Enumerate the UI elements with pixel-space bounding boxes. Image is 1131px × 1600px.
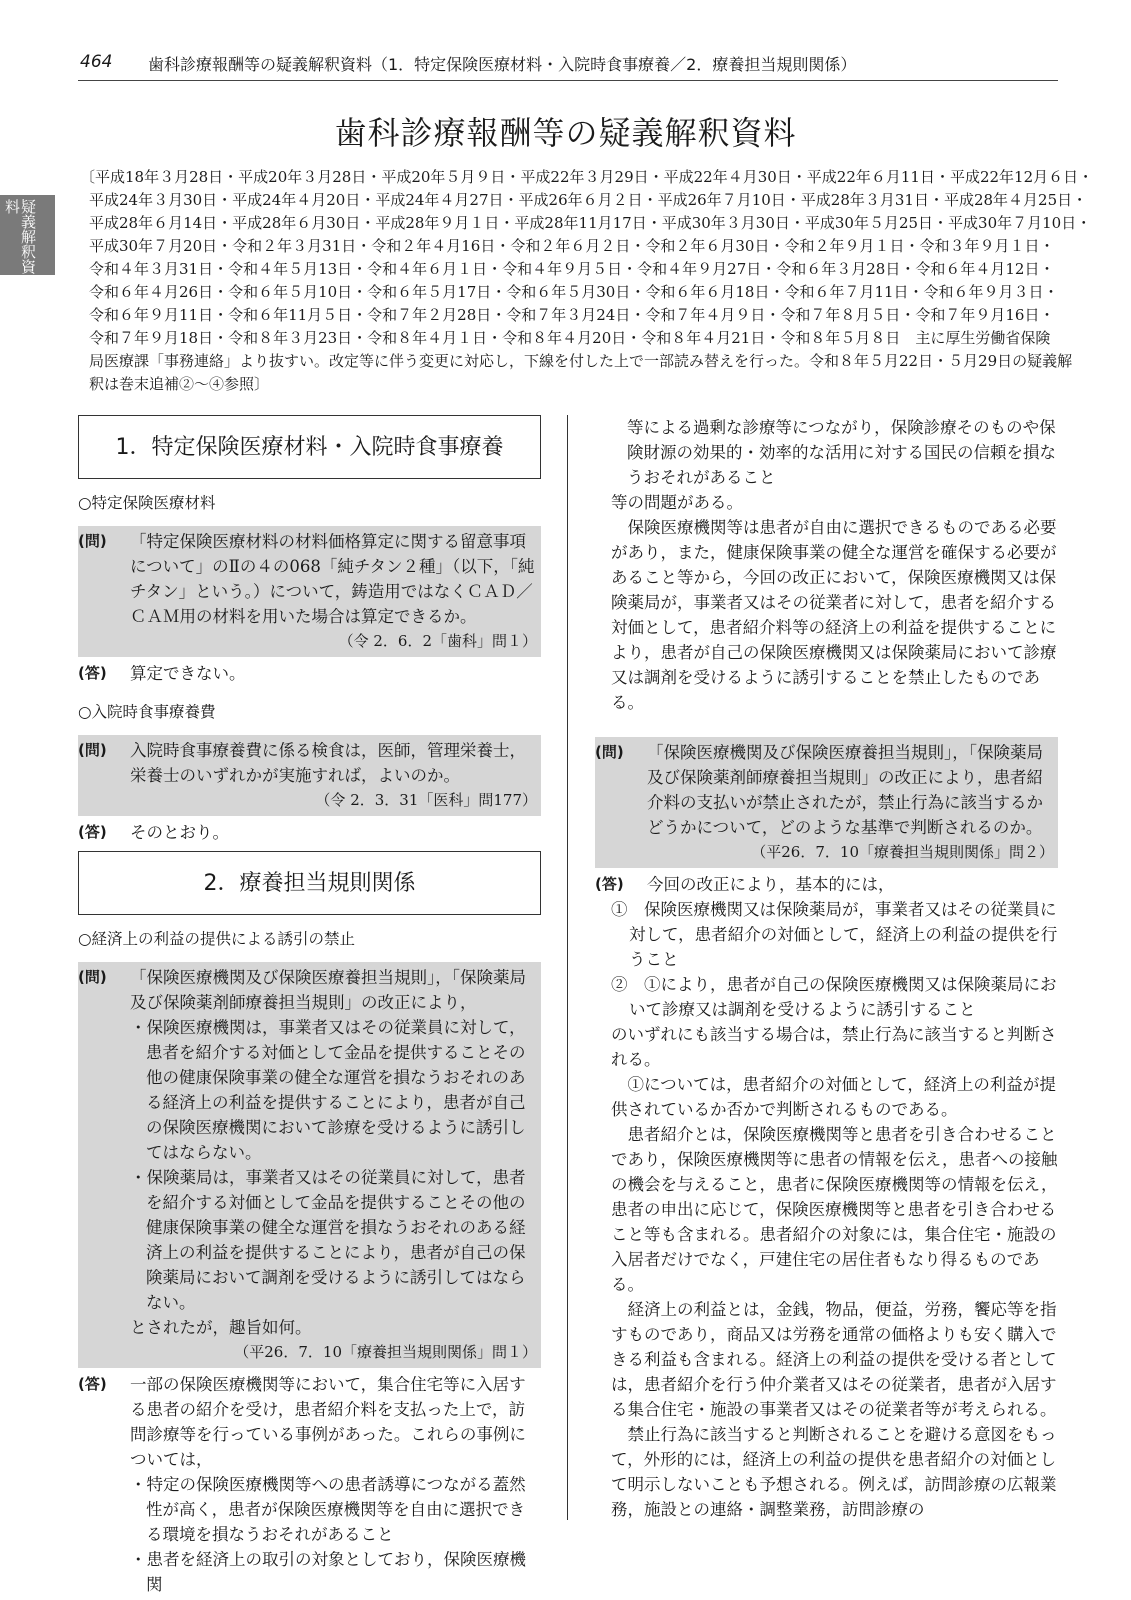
answer-4-body — [595, 897, 1058, 1522]
answer-tag: (答) — [78, 823, 107, 841]
answer-paragraph: 禁止行為に該当すると判断されることを避ける意図をもって，外形的には，経済上の利益の提供を患者紹介の対価として明示しないことも予想される。例えば，訪問診療の広報業務，施設との連絡・調整業務，訪問診療の — [611, 1425, 1057, 1519]
answer-text: のいずれにも該当する場合は，禁止行為に該当すると判断される。 — [611, 1025, 1057, 1069]
question-tag: (問) — [78, 968, 107, 986]
left-column — [78, 415, 541, 1597]
column-divider — [567, 415, 568, 1520]
side-tab — [0, 195, 55, 275]
answer-3 — [78, 1372, 541, 1597]
source-line: 平成30年７月20日・令和２年３月31日・令和２年４月16日・令和２年６月２日・令和２年６月30日・令和２年９月１日・令和３年９月１日・ — [89, 237, 1055, 255]
question-tag: (問) — [78, 532, 107, 550]
bullet-item: ・患者を経済上の取引の対象としており，保険医療機関 — [130, 1550, 526, 1594]
question-4 — [595, 737, 1058, 868]
question-tag: (問) — [78, 741, 107, 759]
source-line: 令和６年９月11日・令和６年11月５日・令和７年２月28日・令和７年３月24日・令和７年４月９日・令和７年８月５日・令和７年９月16日・ — [89, 306, 1055, 324]
running-header — [78, 50, 1058, 81]
answer-4 — [595, 872, 1058, 897]
answer-tag: (答) — [595, 875, 624, 893]
source-line: 釈は巻末追補②～④参照〕 — [89, 375, 270, 393]
answer-text: 算定できない。 — [130, 664, 246, 683]
answer-paragraph: 患者紹介とは，保険医療機関等と患者を引き合わせることであり，保険医療機関等に患者の情報を伝え，患者への接触の機会を与えること，患者に保険医療機関等の情報を伝え，患者の申出に応じて，保険医療機関等と患者を引き合わせること等も含まれる。患者紹介の対象には，集合住宅・施設の入居者だけでなく，戸建住宅の居住者もなり得るものである。 — [611, 1125, 1058, 1294]
section-2-heading: 2．療養担当規則関係 — [78, 851, 541, 915]
question-text: 「保険医療機関及び保険医療養担当規則」，「保険薬局及び保険薬剤師療養担当規則」の改正により， — [130, 968, 526, 1012]
page-title: 歯科診療報酬等の疑義解釈資料 — [334, 114, 797, 152]
numbered-item: ② ①により，患者が自己の保険医療機関又は保険薬局において診療又は調剤を受けるように誘引すること — [611, 975, 1057, 1019]
question-2 — [78, 735, 541, 816]
source-line: 令和７年９月18日・令和８年３月23日・令和８年４月１日・令和８年４月20日・令和８年４月21日・令和８年５月８日 主に厚生労働省保険 — [89, 329, 1051, 347]
source-line: 令和４年３月31日・令和４年５月13日・令和４年６月１日・令和４年９月５日・令和４年９月27日・令和６年３月28日・令和６年４月12日・ — [89, 260, 1055, 278]
answer-tag: (答) — [78, 1375, 107, 1393]
side-tab-label: 疑義解釈資料 — [3, 199, 37, 274]
question-text: とされたが，趣旨如何。 — [130, 1318, 312, 1337]
bullet-item: ・保険薬局は，事業者又はその従業員に対して，患者を紹介する対価として金品を提供することその他の健康保険事業の健全な運営を損なうおそれのある経済上の利益を提供することにより，患者が自己の保険薬局において調剤を受けるように誘引してはならない。 — [130, 1168, 526, 1312]
question-reference: （平26．7．10「療養担当規則関係」問１） — [234, 1343, 537, 1361]
answer-text: 等の問題がある。 — [611, 493, 743, 512]
source-line: 平成24年３月30日・平成24年４月20日・平成24年４月27日・平成26年６月２日・平成26年７月10日・平成28年３月31日・平成28年４月25日・ — [89, 191, 1088, 209]
question-reference: （令 2．6．2「歯科」問１） — [338, 632, 537, 650]
question-3 — [78, 962, 541, 1368]
running-title: 歯科診療報酬等の疑義解釈資料（1．特定保険医療材料・入院時食事療養／2．療養担当規則関係） — [148, 55, 857, 74]
numbered-item: ① 保険医療機関又は保険薬局が，事業者又はその従業員に対して，患者紹介の対価として，経済上の利益の提供を行うこと — [611, 900, 1058, 969]
answer-tag: (答) — [78, 664, 107, 682]
page-number: 464 — [80, 52, 113, 72]
answer-2 — [78, 820, 541, 845]
question-text: 「特定保険医療材料の材料価格算定に関する留意事項について」のⅡの４の068「純チタン２種」（以下，「純チタン」という。）について，鋳造用ではなくＣＡＤ／ＣＡＭ用の材料を用いた場合は算定できるか。 — [130, 532, 535, 626]
answer-1 — [78, 661, 541, 686]
answer-paragraph: 保険医療機関等は患者が自由に選択できるものである必要があり，また，健康保険事業の健全な運営を確保する必要があること等から，今回の改正において，保険医療機関又は保険薬局が，事業者又はその従業者に対して，患者を紹介する対価として，患者紹介料等の経済上の利益を提供することにより，患者が自己の保険医療機関又は保険薬局において診療又は調剤を受けるように誘引することを禁止したものである。 — [611, 518, 1057, 712]
answer-paragraph: 経済上の利益とは，金銭，物品，便益，労務，饗応等を指すものであり，商品又は労務を通常の価格よりも安く購入できる利益も含まれる。経済上の利益の提供を受ける者としては，患者紹介を行う仲介業者又はその従業者，患者が入居する集合住宅・施設の事業者又はその従業者等が考えられる。 — [611, 1300, 1057, 1419]
answer-text: 今回の改正により，基本的には， — [647, 875, 895, 894]
source-line: 令和６年４月26日・令和６年５月10日・令和６年５月17日・令和６年５月30日・令和６年６月18日・令和６年７月11日・令和６年９月３日・ — [89, 283, 1059, 301]
subheading-materials: ○特定保険医療材料 — [78, 494, 216, 512]
section-1-heading: 1．特定保険医療材料・入院時食事療養 — [78, 415, 541, 479]
bullet-item: ・保険医療機関は，事業者又はその従業員に対して，患者を紹介する対価として金品を提供することその他の健康保険事業の健全な運営を損なうおそれのある経済上の利益を提供することにより，患者が自己の保険医療機関において診療を受けるように誘引してはならない。 — [130, 1018, 526, 1162]
subheading-meals: ○入院時食事療養費 — [78, 703, 216, 721]
question-reference: （平26．7．10「療養担当規則関係」問２） — [751, 843, 1054, 861]
answer-text: そのとおり。 — [130, 823, 229, 842]
answer-paragraph: ①については，患者紹介の対価として，経済上の利益が提供されているか否かで判断されるものである。 — [611, 1075, 1056, 1119]
source-line: 局医療課「事務連絡」より抜すい。改定等に伴う変更に対応し，下線を付した上で一部読み替えを行った。令和８年５月22日・５月29日の疑義解 — [89, 352, 1073, 370]
question-tag: (問) — [595, 743, 624, 761]
answer-text: 一部の保険医療機関等において，集合住宅等に入居する患者の紹介を受け，患者紹介料を支払った上で，訪問診療等を行っている事例があった。これらの事例については， — [130, 1375, 526, 1469]
question-text: 入院時食事療養費に係る検食は，医師，管理栄養士，栄養士のいずれかが実施すれば，よいのか。 — [130, 741, 526, 785]
bullet-continuation: 等による過剰な診療等につながり，保険診療そのものや保険財源の効果的・効率的な活用に対する国民の信頼を損なうおそれがあること — [627, 418, 1056, 487]
question-1 — [78, 526, 541, 657]
right-column — [595, 415, 1058, 1522]
source-line: 平成28年６月14日・平成28年６月30日・平成28年９月１日・平成28年11月17日・平成30年３月30日・平成30年５月25日・平成30年７月10日・ — [89, 214, 1092, 232]
bullet-item: ・特定の保険医療機関等への患者誘導につながる蓋然性が高く，患者が保険医療機関等を自由に選択できる環境を損なうおそれがあること — [130, 1475, 526, 1544]
source-list — [80, 166, 1094, 396]
subheading-inducement: ○経済上の利益の提供による誘引の禁止 — [78, 930, 356, 948]
source-line: 〔平成18年３月28日・平成20年３月28日・平成20年５月９日・平成22年３月29日・平成22年４月30日・平成22年６月11日・平成22年12月６日・ — [80, 168, 1094, 186]
question-reference: （令 2．3．31「医科」問177） — [315, 791, 537, 809]
question-text: 「保険医療機関及び保険医療養担当規則」，「保険薬局及び保険薬剤師療養担当規則」の改正により，患者紹介料の支払いが禁止されたが，禁止行為に該当するかどうかについて，どのような基準で判断されるのか。 — [647, 743, 1043, 837]
